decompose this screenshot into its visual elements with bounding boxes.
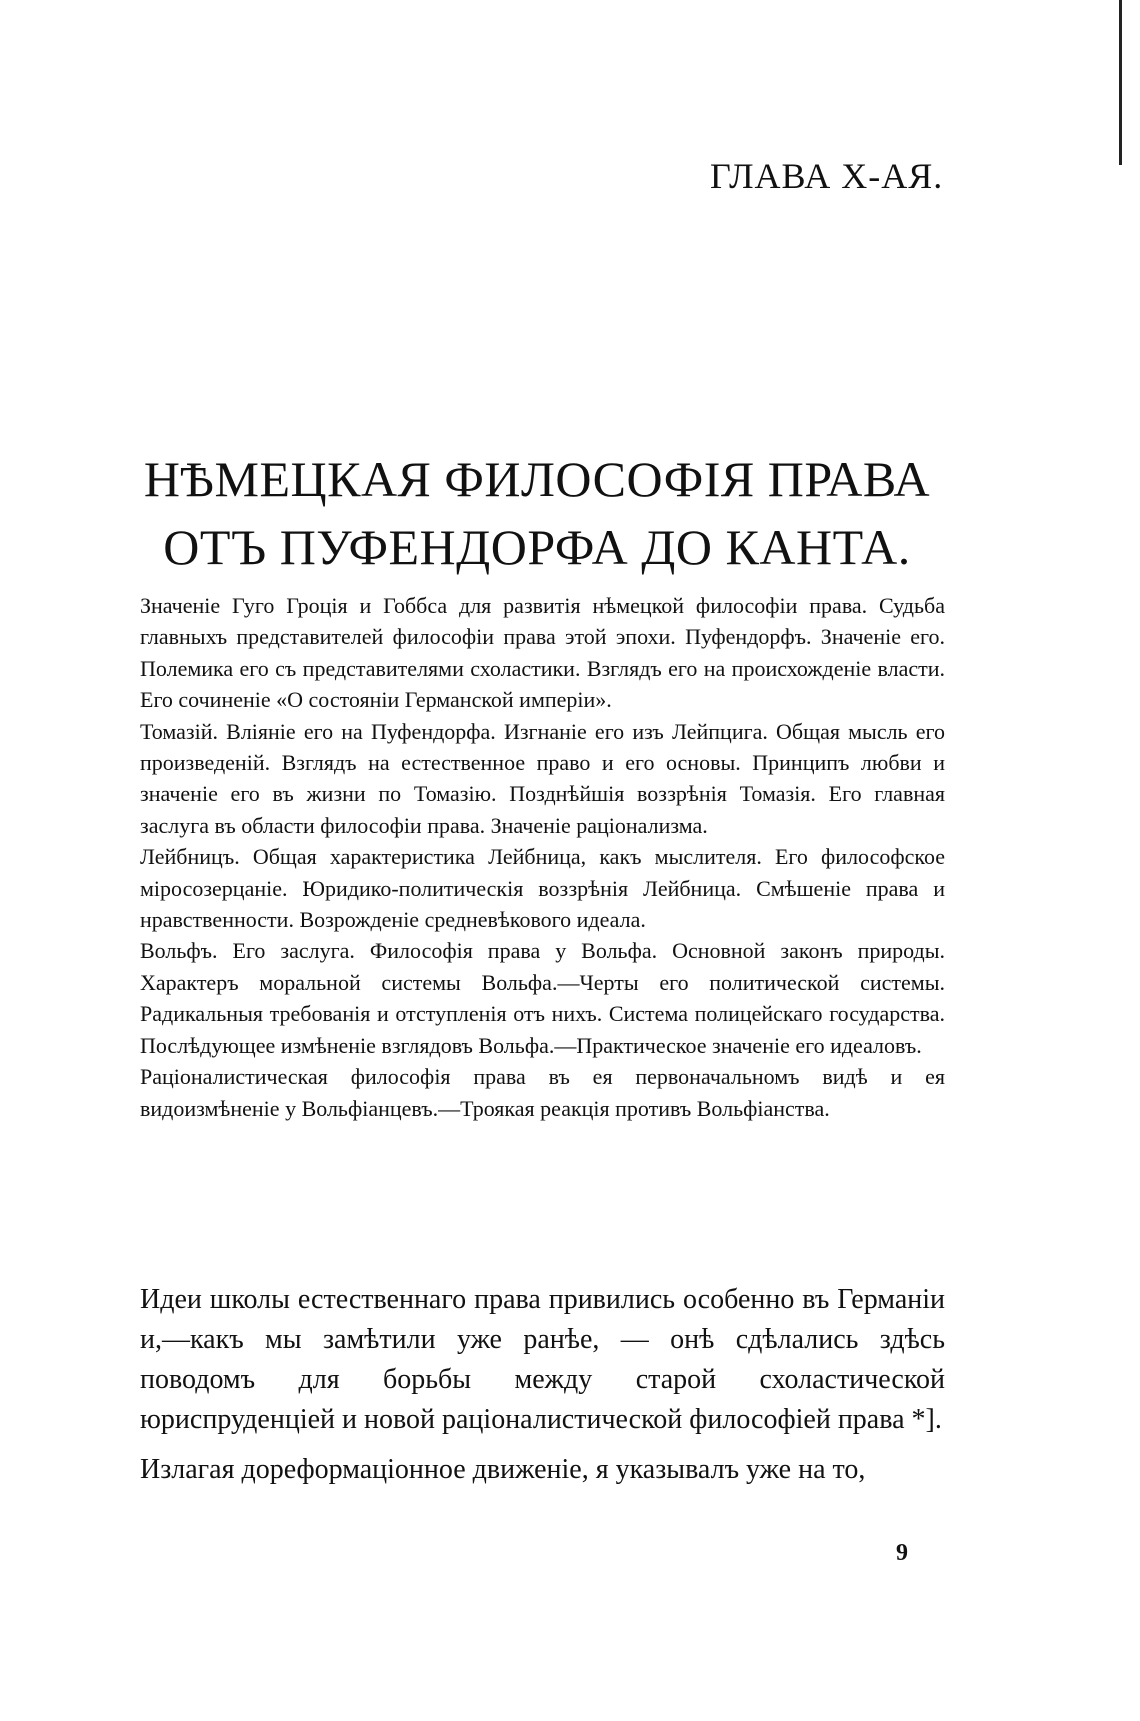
summary-paragraph: Раціоналистическая философія права въ ея первоначальномъ видѣ и ея видоизмѣненіе у Вольфіанцевъ.—Троякая реакція противъ Вольфіанства. — [140, 1064, 945, 1121]
chapter-heading: ГЛАВА Х-АЯ. — [710, 156, 944, 196]
summary-paragraph: Томазій. Вліяніе его на Пуфендорфа. Изгнаніе его изъ Лейпцига. Общая мысль его произведеній. Взглядъ на естественное право и его основы. Принципъ любви и значеніе его въ жизни по Томазію. Позднѣйшія воззрѣнія Томазія. Его главная заслуга въ области философіи права. Значеніе раціонализма. — [140, 718, 945, 838]
page-number: 9 — [896, 1540, 908, 1566]
chapter-summary — [140, 590, 945, 1124]
body-text — [140, 1280, 945, 1500]
page-edge-line — [1119, 0, 1122, 165]
body-paragraph: Идеи школы естественнаго права привились особенно въ Германіи и,—какъ мы замѣтили уже ранѣе, — онѣ сдѣлались здѣсь поводомъ для борьбы между старой схоластической юриспруденціей и новой раціоналистической философіей права *]. — [140, 1284, 945, 1435]
summary-paragraph: Значеніе Гуго Гроція и Гоббса для развитія нѣмецкой философіи права. Судьба главныхъ представителей философіи права этой эпохи. Пуфендорфъ. Значеніе его. Полемика его съ представителями схоластики. Взглядъ его на происхожденіе власти. Его сочиненіе «О состояніи Германской имперіи». — [140, 593, 945, 713]
summary-paragraph: Вольфъ. Его заслуга. Философія права у Вольфа. Основной законъ природы. Характеръ моральной системы Вольфа.—Черты его политической системы. Радикальныя требованія и отступленія отъ нихъ. Система полицейскаго государства. Послѣдующее измѣненіе взглядовъ Вольфа.—Практическое значеніе его идеаловъ. — [140, 938, 945, 1058]
chapter-title-line-1: НѢМЕЦКАЯ ФИЛОСОФІЯ ПРАВА — [143, 451, 931, 507]
summary-paragraph: Лейбницъ. Общая характеристика Лейбница, какъ мыслителя. Его философское міросозерцаніе. Юридико-политическія воззрѣнія Лейбница. Смѣшеніе права и нравственности. Возрожденіе средневѣкового идеала. — [140, 844, 945, 933]
body-paragraph: Излагая дореформаціонное движеніе, я указывалъ уже на то, — [140, 1454, 866, 1485]
chapter-title-line-2: ОТЪ ПУФЕНДОРФА ДО КАНТА. — [163, 519, 911, 575]
